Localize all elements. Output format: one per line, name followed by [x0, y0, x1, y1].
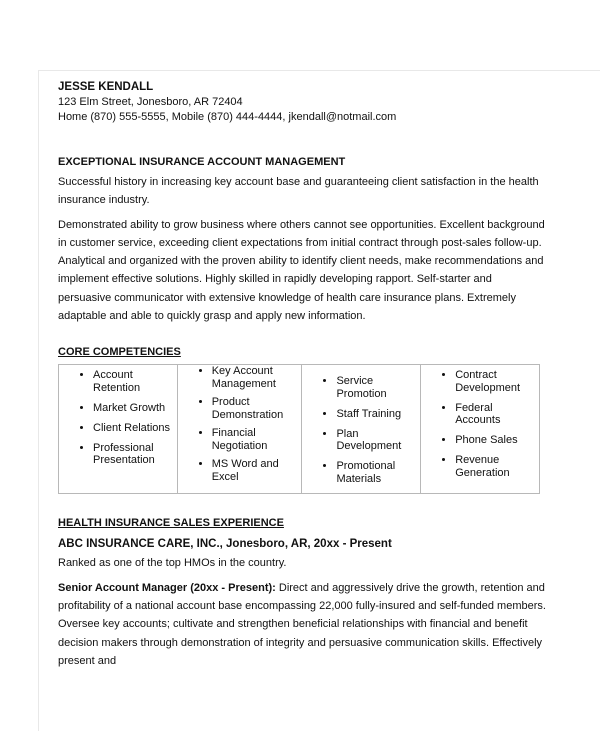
competency-item: • MS Word and Excel — [212, 458, 298, 483]
resume-contact: Home (870) 555-5555, Mobile (870) 444-4444, jkendall@notmail.com — [58, 111, 397, 123]
competency-item: • Professional Presentation — [93, 442, 173, 467]
competency-item: • Federal Accounts — [455, 402, 535, 427]
company-line: ABC INSURANCE CARE, INC., Jonesboro, AR, 20xx - Present — [58, 537, 392, 550]
resume-content — [58, 80, 548, 670]
competency-item: • Promotional Materials — [336, 460, 416, 485]
summary-paragraph-2: Demonstrated ability to grow business where others cannot see opportunities. Excellent background in customer service, exceeding client expectations from initial contract through post-sales follow-up. Analytical and organized with the proven ability to identify client needs, make recommendations and implement effective solutions. Highly skilled in rapidly developing rapport. Self-starter and persuasive communicator with extensive knowledge of health care insurance plans. Extremely adaptable and able to quickly grasp and apply new information. — [58, 218, 545, 323]
competency-item: • Product Demonstration — [212, 396, 298, 421]
role-paragraph — [58, 579, 548, 670]
competency-item: • Contract Development — [455, 369, 535, 394]
competency-item: • Client Relations — [93, 422, 173, 435]
company-note: Ranked as one of the top HMOs in the country. — [58, 556, 287, 569]
role-title: Senior Account Manager (20xx - Present): — [58, 581, 276, 594]
summary-heading: EXCEPTIONAL INSURANCE ACCOUNT MANAGEMENT — [58, 156, 346, 168]
competency-item: • Market Growth — [93, 402, 173, 415]
competency-item: • Account Retention — [93, 369, 173, 394]
competency-item: • Staff Training — [336, 408, 416, 421]
role-description: Direct and aggressively drive the growth, retention and profitability of a national account base encompassing 22,000 fully-insured and self-funded members. Oversee key accounts; cultivate and strengthen beneficial relationships with financial and benefit decision makers through demonstration of integrity and persuasive communication skills. Effectively present and — [58, 581, 546, 668]
competency-item: • Service Promotion — [336, 375, 416, 400]
competencies-column-4 — [421, 365, 540, 494]
competencies-column-1 — [59, 365, 178, 494]
experience-heading: HEALTH INSURANCE SALES EXPERIENCE — [58, 516, 284, 529]
competency-item: • Plan Development — [336, 428, 416, 453]
competency-item: • Revenue Generation — [455, 454, 535, 479]
resume-name: JESSE KENDALL — [58, 81, 154, 93]
resume-address: 123 Elm Street, Jonesboro, AR 72404 — [58, 96, 243, 108]
competencies-column-2 — [177, 365, 302, 494]
competencies-column-3 — [302, 365, 421, 494]
competencies-heading: CORE COMPETENCIES — [58, 346, 181, 359]
competency-item: • Key Account Management — [212, 365, 298, 390]
competency-item: • Financial Negotiation — [212, 427, 298, 452]
competency-item: • Phone Sales — [455, 434, 535, 447]
summary-paragraph-1: Successful history in increasing key account base and guaranteeing client satisfaction in the health insurance industry. — [58, 176, 539, 207]
competencies-table — [58, 364, 540, 494]
